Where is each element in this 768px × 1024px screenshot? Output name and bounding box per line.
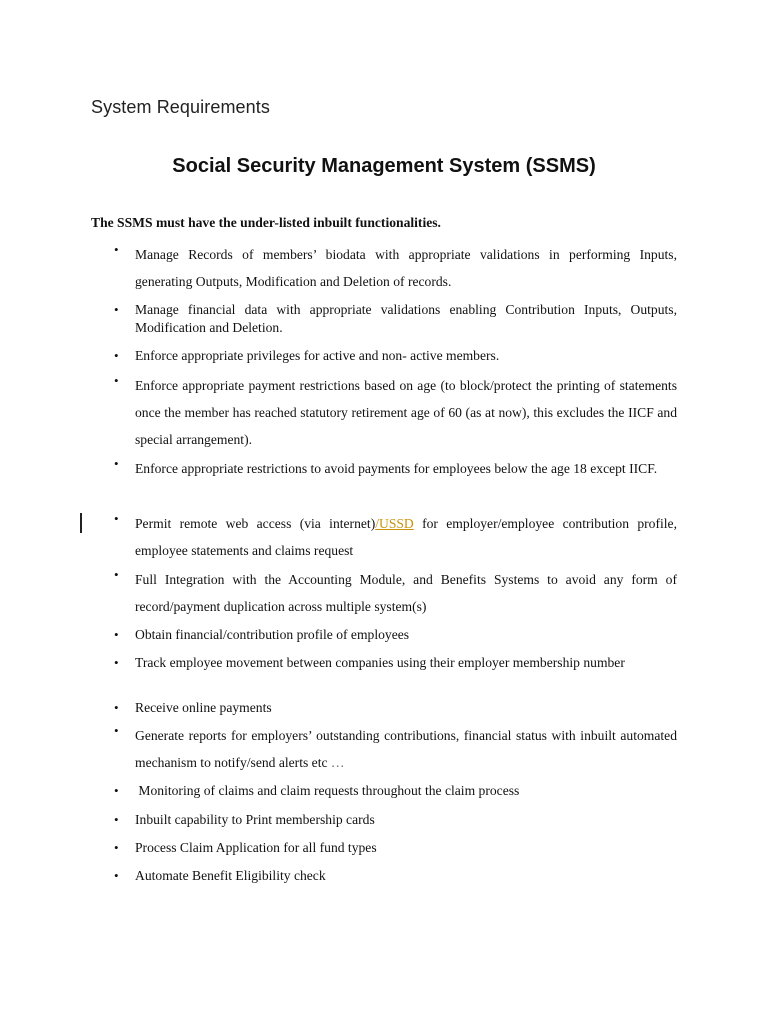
ellipsis: …: [327, 755, 345, 770]
bullet-icon: •: [114, 840, 119, 855]
list-item-text: Enforce appropriate restrictions to avoid payments for employees below the age 18 except IICF.: [135, 461, 658, 476]
document-title: Social Security Management System (SSMS): [172, 155, 596, 177]
bullet-icon: •: [114, 700, 119, 715]
list-item-text: Receive online payments: [135, 700, 272, 715]
section-heading: System Requirements: [91, 97, 270, 117]
bullet-icon: •: [114, 655, 119, 670]
list-item-text: Track employee movement between companies using their employer membership number: [135, 655, 625, 670]
bullet-icon: •: [114, 812, 119, 827]
bullet-icon: •: [114, 783, 119, 798]
list-item-text-end: for employer/employee contribution profile, employee statements and claims request: [135, 516, 677, 558]
bullet-icon: •: [114, 373, 119, 388]
list-item-text: Obtain financial/contribution profile of employees: [135, 627, 410, 642]
bullet-icon: •: [114, 567, 119, 582]
list-item-text-body: Generate reports for employers’ outstanding contributions, financial status with inbuilt automated mechanism to notify/send alerts etc: [135, 728, 677, 770]
bullet-icon: •: [114, 627, 119, 642]
bullet-icon: •: [114, 302, 119, 317]
bullet-icon: •: [114, 348, 119, 363]
list-item-text: Automate Benefit Eligibility check: [135, 868, 326, 883]
bullet-icon: •: [114, 723, 119, 738]
ussd-link[interactable]: /USSD: [375, 516, 414, 531]
list-item-text: [135, 510, 677, 564]
list-item-text: Full Integration with the Accounting Module, and Benefits Systems to avoid any form of record/payment duplication across multiple system(s): [135, 572, 677, 614]
list-item-text: Enforce appropriate payment restrictions based on age (to block/protect the printing of statements once the member has reached statutory retirement age of 60 (as at now), this excludes the IICF and special arrangement).: [135, 378, 677, 447]
bullet-icon: •: [114, 511, 119, 526]
list-item-text: Inbuilt capability to Print membership cards: [135, 812, 375, 827]
list-item-text: [135, 722, 677, 776]
list-item-text: Enforce appropriate privileges for active and non- active members.: [135, 348, 500, 363]
list-item-text: Manage Records of members’ biodata with appropriate validations in performing Inputs, generating Outputs, Modification and Deletion of records.: [135, 247, 677, 289]
list-item-text: Manage financial data with appropriate validations enabling Contribution Inputs, Outputs, Modification and Deletion.: [135, 302, 677, 335]
intro-text: The SSMS must have the under-listed inbuilt functionalities.: [91, 215, 441, 230]
list-item-text: Monitoring of claims and claim requests throughout the claim process: [135, 783, 520, 798]
bullet-icon: •: [114, 242, 119, 257]
bullet-icon: •: [114, 456, 119, 471]
list-item-text-start: Permit remote web access (via internet): [135, 516, 376, 531]
list-item-text: Process Claim Application for all fund types: [135, 840, 377, 855]
bullet-icon: •: [114, 868, 119, 883]
